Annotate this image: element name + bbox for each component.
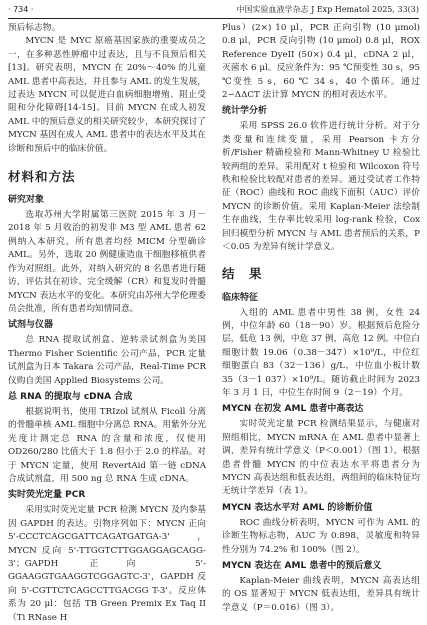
left-column (8, 22, 206, 625)
paragraph-clinical: 入组的 AML 患者中男性 38 例，女性 24 例，中位年龄 60（18－90）岁。根据预后危险分层，低危 13 例，中危 37 例，高危 12 例。中位白细胞计数 19.06（0.38－347）×10⁹/L，中位红细胞蛋白 83（32－136）g/L，中位血小板计数 35（3－1 037）×10⁹/L。随访截止时间为 2023 年 3 月 1 日，中位生存时间 9（2－19）个月。 (222, 307, 420, 398)
intro-paragraph: MYCN 是 MYC 原癌基因家族的重要成员之一，在多种恶性肿瘤中过表达，且与不良预后相关[13]。研究表明，MYCN 在 20%～40% 的儿童 AML 患者中高表达，并且参与 AML 的发生发展，过表达 MYCN 可以促进白血病细胞增殖、阻止受阻和分化障碍[14-15]。目前 MYCN 在成人初发 AML 中的预后意义的相关研究较少，本研究探讨了 MYCN 基因在成人 AML 患者中的表达水平及其在诊断和预后中的临床价值。 (8, 36, 206, 154)
heading-reagents: 试剂与仪器 (8, 320, 54, 331)
heading-subjects: 研究对象 (8, 195, 45, 206)
journal-title: 中国实验血液学杂志 J Exp Hematol 2025, 33(3) (236, 5, 419, 14)
page-number: · 734 · (8, 5, 34, 14)
paragraph-statistics: 采用 SPSS 26.0 软件进行统计分析。对于分类变量和连续变量，采用 Pearson 卡方分析/Fisher 精确检验和 Mann-Whitney U 检验比较两组的差异。采用配对 t 检验和 Wilcoxon 符号秩和检验比较配对患者的差异。通过受试者工作特征（ROC）曲线和 ROC 曲线下面积（AUC）评价 MYCN 的诊断价值。采用 Kaplan-Meier 法绘制生存曲线，生存率比较采用 log-rank 检验，Cox 回归模型分析 MYCN 与 AML 患者预后的关系，P＜0.05 为差异有统计学意义。 (222, 121, 420, 253)
paragraph-subjects: 选取苏州大学附属第三医院 2015 年 3 月－2018 年 5 月收治的初发非 M3 型 AML 患者 62 例纳入本研究，所有患者均经 MICM 分型确诊 AML。另外，选取 20 例健康造血干细胞移植供者作为对照组。此外，对纳入研究的 8 名患者进行随访，评估其在初诊、完全缓解（CR）和复发时骨髓 MYCN 表达水平的变化。本研究由苏州大学伦理委员会批准，所有患者均知情同意。 (8, 210, 206, 314)
running-head (8, 2, 419, 19)
paragraph-qpcr-continued: Plus）(2×) 10 μl，PCR 正向引物 (10 μmol) 0.8 μl，PCR 反向引物 (10 μmol) 0.8 μl，ROX Reference DyeII (50×) 0.4 μl，cDNA 2 μl，灭菌水 6 μl。反应条件为：95 ℃预变性 30 s，95 ℃变性 5 s，60 ℃ 34 s，40 个循环。通过 2−ΔΔCT 法计算 MYCN 的相对表达水平。 (222, 23, 420, 101)
heading-qpcr: 实时荧光定量 PCR (8, 490, 86, 501)
section-title-methods: 材料和方法 (8, 169, 76, 185)
paragraph-prognostic: Kaplan-Meier 曲线表明，MYCN 高表达组的 OS 显著短于 MYCN 低表达组，差异具有统计学意义（P＝0.016）（图 3）。 (222, 576, 420, 613)
intro-fragment: 预后标志物。 (8, 23, 61, 33)
heading-diagnostic: MYCN 表达水平对 AML 的诊断价值 (222, 502, 373, 513)
right-column (222, 22, 420, 615)
paragraph-reagents: 总 RNA 提取试剂盒、逆转录试剂盒为美国 Thermo Fisher Scientific 公司产品，PCR 定量试剂盒为日本 Takara 公司产品，Real-Time PCR 仪购自美国 Applied Biosystems 公司。 (8, 335, 206, 386)
heading-clinical: 临床特征 (222, 292, 259, 303)
heading-prognostic: MYCN 表达在 AML 患者中的预后意义 (222, 561, 382, 571)
heading-statistics: 统计学分析 (222, 106, 268, 117)
section-title-results: 结 果 (222, 265, 263, 281)
heading-expression: MYCN 在初发 AML 患者中高表达 (222, 404, 364, 415)
paragraph-expression: 实时荧光定量 PCR 检测结果显示，与健康对照组相比，MYCN mRNA 在 AML 患者中显著上调，差异有统计学意义（P＜0.001）（图 1）。根据患者骨髓 MYCN 的中位表达水平将患者分为 MYCN 高表达组和低表达组，两组间的临床特征均无统计学差异（表 1）。 (222, 419, 420, 497)
paragraph-diagnostic: ROC 曲线分析表明，MYCN 可作为 AML 的诊断生物标志物，AUC 为 0.898，灵敏度和特异性分别为 74.2% 和 100%（图 2）。 (222, 517, 420, 555)
heading-rna-extraction: 总 RNA 的提取与 cDNA 合成 (8, 391, 133, 402)
paragraph-rna-extraction: 根据说明书，使用 TRIzol 试剂从 Ficoll 分离的骨髓单核 AML 细胞中分离总 RNA。用紫外分光光度计测定总 RNA 的含量和浓度，仅使用 OD260/280 比值大于 1.8 但小于 2.0 的样品。对于 MYCN 定量，使用 RevertAid 第一链 cDNA 合成试剂盒，用 500 ng 总 RNA 生成 cDNA。 (8, 406, 206, 484)
paragraph-qpcr: 采用实时荧光定量 PCR 检测 MYCN 及内参基因 GAPDH 的表达。引物序列如下：MYCN 正向 5'-CCCTCAGCGATTCAGATGATGA-3'，MYCN 反向 5'-TTGGTCTTGGAGGAGCAGG-3'；GAPDH 正向 5'-GGAAGGTGAAGGTCGGAGTC-3'，GAPDH 反向 5'-CGTTCTCAGCCTTGACGG T-3'。反应体系为 20 μl：包括 TB Green Premix Ex Taq II（Ti RNase H (8, 505, 206, 623)
